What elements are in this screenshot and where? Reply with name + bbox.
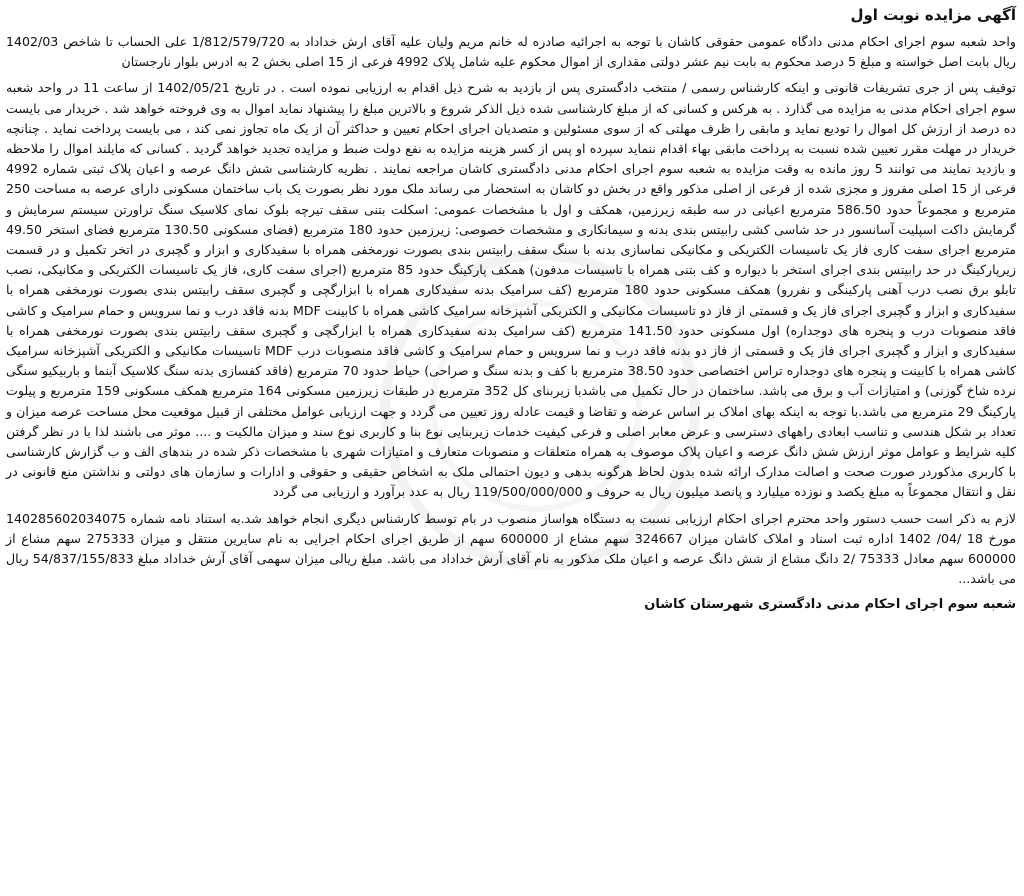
notice-body-paragraph: توقیف پس از جری تشریفات قانونی و اینکه کارشناس رسمی / منتخب دادگستری پس از بازدید به شرح ذیل اقدام به ارزیابی نموده است . در تاریخ 1402/05/21 از ساعت 11 در واحد شعبه سوم اجرای احکام مدنی به مزایده می گذارد . به هرکس و کسانی که از مبلغ کارشناسی شده ذیل الذکر شروع و بالاترین مبلغ را پیشنهاد نماید اموال به وی فروخته خواهد شد . خریدار می بایست ده درصد از ارزش کل اموال را تودیع نماید و مابقی را ظرف مهلتی که از سوی مسئولین و متصدیان اجرای احکام تعیین و حداکثر آن از یک ماه تجاوز نمی کند ، می بایست پرداخت نماید . چنانچه خریدار در مهلت مقرر تعیین شده نسبت به پرداخت مابقی بهاء اقدام ننماید سپرده او پس از کسر هزینه مزایده به نفع دولت ضبط و مزایده تجدید خواهد گردید . کسانی که مایلند اموال را ملاحظه و بازدید نمایند می توانند 5 روز مانده به وقت مزایده به شعبه سوم اجرای احکام مدنی دادگستری کاشان مراجعه نمایند . نظریه کارشناسی شش دانگ عرصه و اعیان پلاک ثبتی شماره 4992 فرعی از 15 اصلی مفروز و مجزی شده از فرعی از اصلی مذکور واقع در بخش دو کاشان به استحضار می رساند ملک مورد نظر بصورت یک باب ساختمان مسکونی دارای عرصه به مساحت 250 مترمربع و مجموعاً حدود 586.50 مترمربع اعیانی در سه طبقه زیرزمین، همکف و اول با مشخصات عمومی: اسکلت بتنی سقف تیرچه بلوک نمای کلاسیک سنگ تراورتن سیستم سرمایش و گرمایش داکت اسپلیت آسانسور در حد شاسی کشی رابیتس بندی بدنه و سیمانکاری و مشخصات خصوصی: زیرزمین حدود 180 مترمربع (فضای مسکونی 130.50 مترمربع فضای استخر 49.50 مترمربع اجرای سفت کاری فاز یک تاسیسات الکتریکی و مکانیکی نماسازی بدنه با سنگ سقف رابیتس بندی بصورت نورمخفی همراه با سفیدکاری و ابزار و گچبری در اتخر تکمیل و در قسمت زیرپارکینگ در حد رابیتس بندی اجرای استخر با دیواره و کف بتنی همراه با تاسیسات مدفون) همکف پارکینگ حدود 85 مترمربع (اجرای سفت کاری، فاز یک تاسیسات الکتریکی و مکانیکی، نصب تابلو برق نصب درب آهنی پارکینگی و نفررو) همکف مسکونی حدود 180 مترمربع (کف سرامیک بدنه سفیدکاری همراه با ابزارگچی و گچبری سقف رابیتس بندی بصورت نورمخفی همراه با سفیدکاری و ابزار و گچبری اجرای فاز یک و قسمتی از فاز دو تاسیسات مکانیکی و الکتریکی آشپزخانه سرامیک کاشی همراه با کابینت MDF بدنه فاقد درب و نما سرویس و حمام سرامیک و کاشی فاقد منصوبات درب و پنجره های دوجداره) اول مسکونی حدود 141.50 مترمربع (کف سرامیک بدنه سفیدکاری همراه با ابزارگچی و گچبری سقف رابیتس بندی بصورت نورمخفی همراه با سفیدکاری و ابزار و گچبری اجرای فاز یک و قسمتی از فاز دو بدنه فاقد درب و نما سرویس و حمام سرامیک و کاشی فاقد منصوبات درب MDF تاسیسات مکانیکی و الکتریکی آشپزخانه سرامیک کاشی همراه با کابینت و پنجره های دوجداره تراس اختصاصی حدود 38.50 مترمربع با کف و بدنه سنگ و صراحی) حیاط حدود 70 مترمربع (فاقد کفسازی بدنه سنگ کلاسیک آبنما و باربیکیو سنگی نرده شاخ گوزنی) و امتیازات آب و برق می باشد. ساختمان در حال تکمیل می باشدبا زیربنای کل 352 مترمربع در طبقات زیرزمین مسکونی 164 مترمربع همکف مسکونی 159 مترمربع و پیلوت پارکینگ 29 مترمربع می باشد.با توجه به اینکه بهای املاک بر اساس عرضه و تقاضا و قیمت عادله روز تعیین می گردد و جهت ارزیابی عوامل مختلفی از قبیل موقعیت محل مساحت عرصه میزان و تعداد بر شکل هندسی و تناسب ابعادی راههای دسترسی و عرض معابر اصلی و فرعی کیفیت خدمات زیربنایی نوع بنا و کاربری نوع سند و میزان مالکیت و .... موثر می باشند لذا با در نظر گرفتن کلیه شرایط و عوامل موثر ارزش شش دانگ عرصه و اعیان پلاک موصوف به همراه متعلقات و منصوبات متعارف و امتیازات شهری با مشخصات ذکر شده در بندهای الف و ب گزارش کارشناسی با کاربری مذکوردر صورت صحت و اصالت مدارک ارائه شده بدون لحاظ هرگونه بدهی و دیون احتمالی ملک به اشخاص حقیقی و حقوقی و ادارات و سازمان های دولتی و نداشتن منع قانونی در نقل و انتقال مجموعاً به مبلغ یکصد و نوزده میلیارد و پانصد میلیون ریال به حروف و 119/500/000/000 ریال به عدد برآورد و ارزیابی می گردد (6, 80, 1017, 500)
notice-shares-paragraph: لازم به ذکر است حسب دستور واحد محترم اجرای احکام ارزیابی نسبت به دستگاه هواساز منصوب در بام توسط کارشناس دیگری انجام خواهد شد.به استناد نامه شماره 140285602034075 مورخ 18 /04/ 1402 اداره ثبت اسناد و املاک کاشان میزان 324667 سهم مشاع از 600000 سهم از طریق اجرای احکام اجرایی به نام سایرین منتقل و میزان 275333 سهم مشاع از 600000 سهم معادل 75333 /2 دانگ مشاع از شش دانگ عرصه و اعیان ملک مذکور به نام آقای آرش خداداد می باشد. مبلغ ریالی میزان سهمی آقای آرش خداداد مبلغ 54/837/155/833 ریال می باشد... (6, 510, 1017, 587)
auction-notice (6, 4, 1016, 892)
notice-intro-paragraph: واحد شعبه سوم اجرای احکام مدنی دادگاه عمومی حقوقی کاشان با توجه به اجرائیه صادره له خانم مریم ولیان علیه آقای ارش خداداد به 1/812/579/720 علی الحساب تا شاخص 1402/03 ریال بابت اصل خواسته و مبلغ 5 درصد محکوم به بابت نیم عشر دولتی مقداری از اموال محکوم علیه شامل پلاک 4992 فرعی از 15 اصلی بخش 2 به ادرس بلوار نارجستان (6, 34, 1016, 70)
notice-title: آگهی مزایده نوبت اول (850, 6, 1016, 24)
notice-signature: شعبه سوم اجرای احکام مدنی دادگستری شهرستان کاشان (644, 597, 1016, 613)
